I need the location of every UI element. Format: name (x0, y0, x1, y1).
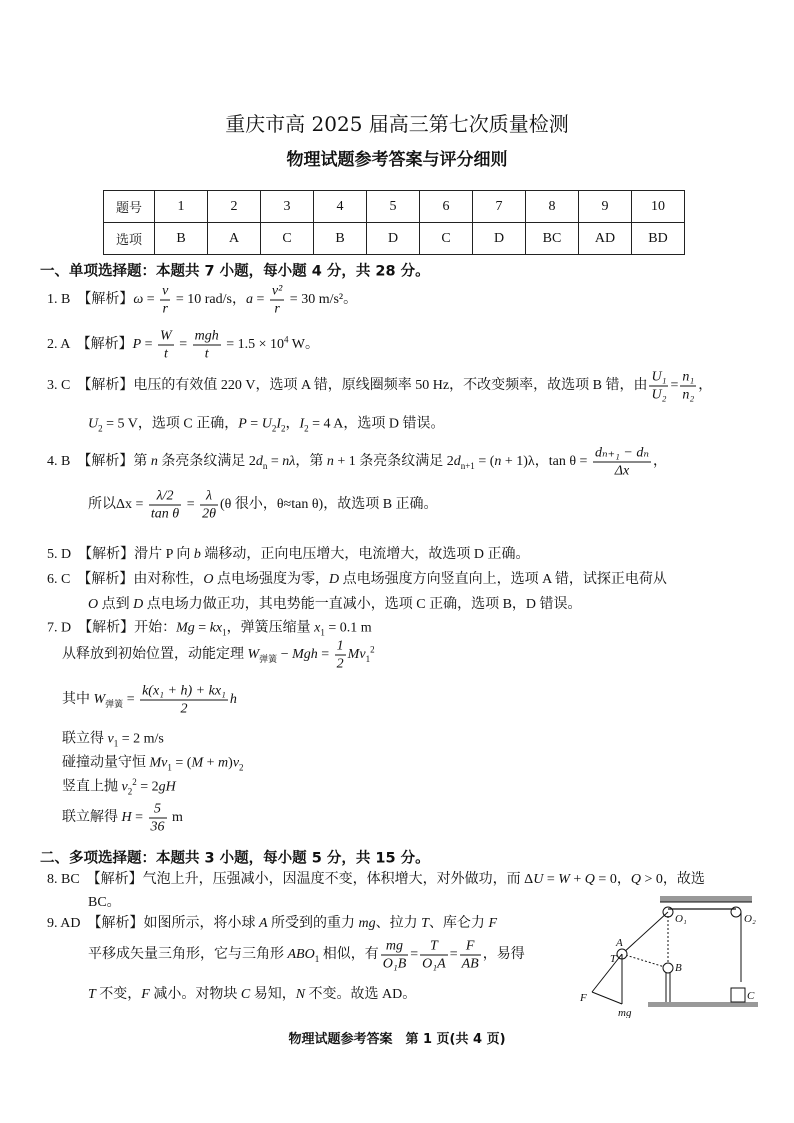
text-run: + 1)λ，tan θ = (501, 454, 591, 470)
fraction (160, 283, 170, 318)
fraction (593, 445, 651, 480)
fraction (335, 638, 346, 673)
denominator: r (274, 301, 280, 317)
force-diagram (578, 896, 758, 1018)
text-run: = (543, 872, 559, 887)
text-run: 碰撞动量守恒 (62, 755, 150, 771)
denominator: tan θ (150, 506, 180, 522)
label-f: F (580, 992, 587, 1004)
math-variable: Q (584, 872, 595, 887)
math-variable: v (121, 779, 128, 795)
text-run: 1. B 【解析】 (47, 292, 134, 308)
denominator: O₁B (382, 956, 407, 972)
text-run: = (267, 454, 283, 470)
t-vector (592, 954, 622, 992)
text-run: 9. AD 【解析】如图所示，将小球 (47, 916, 259, 931)
math-variable: P (132, 337, 142, 353)
math-variable: U (261, 416, 272, 432)
label-o2: O₂ (744, 913, 756, 925)
answer-cell: D (473, 223, 526, 255)
subscript: 2 (304, 423, 309, 434)
f-vector (592, 992, 622, 1004)
text-run: 、拉力 (375, 916, 422, 931)
answer-table (103, 190, 685, 255)
text-run: 点到 (98, 597, 134, 612)
fraction (649, 369, 668, 404)
subscript: 2 (98, 423, 103, 434)
numerator: v (162, 283, 169, 299)
fraction (200, 488, 218, 523)
denominator: n₂ (682, 387, 695, 403)
text-run: 竖直上抛 (62, 779, 122, 795)
text-run: = (449, 947, 458, 963)
text-run: = 1.5 × 10 (222, 337, 285, 353)
label-a: A (616, 937, 623, 949)
fraction (420, 938, 448, 973)
text-run: = ( (171, 755, 192, 771)
text-run: 条亮条纹满足 2 (157, 454, 256, 470)
solution-line (47, 369, 712, 404)
subscript: 1 (365, 654, 371, 665)
text-run: m (168, 810, 183, 826)
answer-cell: BC (526, 223, 579, 255)
denominator: AB (461, 956, 479, 972)
text-run: = (670, 378, 679, 394)
denominator: 2 (336, 656, 344, 672)
text-run: 所以Δx = (88, 497, 147, 513)
denominator: U₂ (651, 387, 667, 403)
text-run: + (203, 755, 219, 771)
question-number-cell: 6 (420, 191, 473, 223)
text-run: 7. D 【解析】开始： (47, 620, 177, 636)
fraction (381, 938, 409, 973)
math-variable: n (326, 454, 334, 470)
answer-cell: B (155, 223, 208, 255)
text-run: ，易得 (482, 947, 525, 963)
math-variable: A (258, 916, 268, 931)
answer-cell: A (208, 223, 261, 255)
math-variable: W (93, 692, 106, 708)
numerator: U₁ (651, 369, 667, 385)
math-variable: nλ (282, 454, 296, 470)
subscript: 1 (113, 738, 119, 749)
math-variable: Mv (149, 755, 168, 771)
math-variable: N (295, 987, 306, 1002)
math-variable: Mg (176, 620, 195, 636)
solution-line (47, 868, 705, 888)
question-number-cell: 7 (473, 191, 526, 223)
subscript: 1 (314, 954, 320, 965)
solution-line (47, 283, 357, 318)
math-variable: d (255, 454, 263, 470)
solution-line (47, 568, 667, 588)
label-t: T (610, 953, 617, 965)
math-variable: v (232, 755, 240, 771)
solution-line (88, 938, 525, 973)
text-run: BC。 (88, 895, 121, 910)
text-run: = 0， (594, 872, 631, 887)
numerator: mgh (194, 328, 219, 344)
text-run: 联立得 (62, 731, 108, 747)
text-run: = (131, 810, 147, 826)
document-subtitle: 物理试题参考答案与评分细则 (286, 150, 508, 170)
text-run: = 10 rad/s， (172, 292, 246, 308)
math-variable: a (245, 292, 253, 308)
solution-line (62, 638, 375, 673)
denominator: O₁A (422, 956, 446, 972)
text-run: ，弹簧压缩量 (226, 620, 315, 636)
text-run: 所受到的重力 (267, 916, 359, 931)
text-run: 易知， (250, 987, 296, 1002)
numerator: n₁ (682, 369, 695, 385)
question-number-cell: 9 (579, 191, 632, 223)
numerator: dₙ₊₁ − dₙ (594, 445, 649, 461)
text-run: 点电场强度为零， (213, 572, 329, 587)
table-row-answers (104, 223, 685, 255)
math-variable: Mgh (292, 647, 318, 663)
text-run: 从释放到初始位置，动能定理 (62, 647, 248, 663)
numerator: k(x₁ + h) + kx₁ (142, 683, 226, 699)
fraction (680, 369, 696, 404)
document-title: 重庆市高 2025 届高三第七次质量检测 (225, 112, 569, 136)
math-variable: v (107, 731, 114, 747)
ball-b (663, 963, 673, 973)
text-run: 3. C 【解析】电压的有效值 220 V，选项 A 错，原线圈频率 50 Hz，不改变频率，故选项 B 错，由 (47, 378, 648, 394)
denominator: t (204, 346, 209, 362)
answer-cell: C (420, 223, 473, 255)
subscript: 弹簧 (105, 699, 124, 710)
label-mg: mg (618, 1007, 632, 1018)
subscript: 2 (271, 423, 277, 434)
answer-cell: B (314, 223, 367, 255)
fraction (460, 938, 481, 973)
math-variable: D (133, 597, 144, 612)
fraction (158, 328, 174, 363)
solution-line (88, 593, 582, 613)
text-run: ， (653, 454, 667, 470)
text-run: = (123, 692, 139, 708)
text-run: ， (698, 378, 713, 394)
solution-line (47, 328, 319, 363)
superscript: 4 (284, 334, 289, 345)
question-number-cell: 5 (367, 191, 420, 223)
section-heading-single-choice: 一、单项选择题：本题共 7 小题，每小题 4 分，共 28 分。 (40, 263, 430, 280)
question-number-cell: 4 (314, 191, 367, 223)
subscript: n+1 (460, 461, 475, 472)
math-variable: M (191, 755, 204, 771)
question-number-cell: 8 (526, 191, 579, 223)
text-run: + (569, 872, 585, 887)
math-variable: U (533, 872, 544, 887)
math-variable: d (453, 454, 461, 470)
text-run: ，第 (295, 454, 327, 470)
answer-cell: C (261, 223, 314, 255)
row-label: 选项 (104, 223, 155, 255)
math-variable: Q (630, 872, 641, 887)
numerator: v² (271, 283, 283, 299)
text-run: = (410, 947, 419, 963)
fraction (149, 801, 167, 836)
superscript: 2 (132, 776, 137, 787)
question-number-cell: 2 (208, 191, 261, 223)
text-run: 4. B 【解析】第 (47, 454, 151, 470)
label-o1: O₁ (675, 913, 687, 925)
math-variable: mg (358, 916, 376, 931)
text-run: = 2 (136, 779, 159, 795)
math-variable: U (88, 416, 99, 432)
denominator: 2 (180, 701, 188, 717)
math-variable: h (229, 692, 237, 708)
math-variable: I (276, 416, 281, 432)
denominator: Δx (614, 463, 630, 479)
subscript: 1 (320, 627, 325, 638)
math-variable: D (328, 572, 340, 587)
text-run: 减小。对物块 (149, 987, 241, 1002)
text-run: W。 (288, 337, 320, 353)
math-variable: x (314, 620, 321, 636)
numerator: mg (381, 938, 409, 956)
solution-line (88, 488, 438, 523)
text-run: 8. BC 【解析】气泡上升，压强减小，因温度不变，体积增大，对外做功，而 Δ (47, 872, 534, 887)
text-run: 点电场强度方向竖直向上，选项 A 错，试探正电荷从 (339, 572, 667, 587)
text-run: + 1 条亮条纹满足 2 (333, 454, 454, 470)
text-run: = 30 m/s²。 (286, 292, 358, 308)
text-run: = (175, 337, 191, 353)
subscript: 1 (167, 762, 172, 773)
numerator: λ/2 (149, 488, 181, 506)
math-variable: T (421, 916, 429, 931)
math-variable: m (218, 755, 229, 771)
ceiling (660, 896, 752, 902)
label-b: B (675, 962, 682, 974)
text-run: 联立解得 (62, 810, 122, 826)
text-run: = (143, 292, 159, 308)
math-variable: T (88, 987, 96, 1002)
text-run: 6. C 【解析】由对称性， (47, 572, 204, 587)
numerator: λ (200, 488, 218, 506)
text-run: 平移成矢量三角形，它与三角形 (88, 947, 288, 963)
solution-line (62, 801, 183, 836)
denominator: t (163, 346, 168, 362)
solution-line (47, 912, 497, 932)
math-variable: P (238, 416, 247, 432)
solution-line (62, 776, 176, 797)
text-run: = 2 m/s (118, 731, 164, 747)
math-variable: Mv (347, 647, 366, 663)
numerator: 5 (149, 801, 167, 819)
text-run: = 0.1 m (324, 620, 372, 636)
page-footer: 物理试题参考答案 第 1 页(共 4 页) (288, 1032, 506, 1047)
denominator: 36 (150, 819, 165, 835)
math-variable: W (558, 872, 570, 887)
math-variable: n (494, 454, 502, 470)
subscript: 弹簧 (259, 654, 278, 665)
label-c: C (747, 990, 755, 1002)
fraction (270, 283, 284, 318)
numerator: 1 (336, 638, 344, 654)
math-variable: H (121, 810, 132, 826)
math-variable: b (193, 547, 201, 562)
question-number-cell: 3 (261, 191, 314, 223)
math-variable: C (240, 987, 251, 1002)
section-heading-multiple-choice: 二、多项选择题：本题共 3 小题，每小题 5 分，共 15 分。 (40, 850, 430, 867)
text-run: = (141, 337, 157, 353)
math-variable: ABO (287, 947, 315, 963)
row-label: 题号 (104, 191, 155, 223)
text-run: = ( (474, 454, 495, 470)
math-variable: ω (133, 292, 144, 308)
text-run: (θ 很小，θ≈tan θ)，故选项 B 正确。 (219, 497, 438, 513)
solution-line (47, 543, 530, 563)
text-run: = (317, 647, 333, 663)
subscript: 2 (239, 762, 244, 773)
subscript: 2 (280, 423, 286, 434)
text-run: 相似，有 (319, 947, 379, 963)
math-variable: W (247, 647, 260, 663)
math-variable: O (203, 572, 214, 587)
text-run: ) (228, 755, 233, 771)
math-variable: kx (209, 620, 223, 636)
question-number-cell: 10 (632, 191, 685, 223)
text-run: 、库仑力 (428, 916, 489, 931)
question-number-cell: 1 (155, 191, 208, 223)
text-run: 其中 (62, 692, 94, 708)
answer-cell: BD (632, 223, 685, 255)
numerator: T (420, 938, 448, 956)
text-run: = (252, 292, 268, 308)
fraction (140, 683, 228, 718)
numerator: F (460, 938, 481, 956)
text-run: − (277, 647, 293, 663)
math-variable: F (141, 987, 150, 1002)
numerator: W (160, 328, 172, 344)
text-run: 端移动，正向电压增大，电流增大，故选项 D 正确。 (200, 547, 530, 562)
table-row-numbers (104, 191, 685, 223)
subscript: 1 (222, 627, 227, 638)
text-run: 点电场力做正功，其电势能一直减小，选项 C 正确，选项 B，D 错误。 (143, 597, 582, 612)
solution-line (88, 891, 121, 911)
block-c (731, 988, 745, 1002)
fraction (193, 328, 221, 363)
answer-cell: D (367, 223, 420, 255)
math-variable: gH (158, 779, 176, 795)
text-run: = 5 V，选项 C 正确， (102, 416, 239, 432)
ground (648, 1002, 758, 1007)
solution-line (62, 683, 237, 718)
text-run: = 4 A，选项 D 错误。 (308, 416, 445, 432)
text-run: 5. D 【解析】滑片 P 向 (47, 547, 194, 562)
answer-cell: AD (579, 223, 632, 255)
solution-line (62, 752, 244, 773)
text-run: = (246, 416, 262, 432)
denominator: r (162, 301, 168, 317)
text-run: ， (285, 416, 300, 432)
text-run: 不变， (95, 987, 142, 1002)
fraction (149, 488, 181, 523)
text-run: 2. A 【解析】 (47, 337, 133, 353)
solution-line (62, 728, 164, 749)
solution-line (88, 983, 416, 1003)
denominator: 2θ (202, 506, 216, 522)
math-variable: O (88, 597, 99, 612)
subscript: n (262, 461, 268, 472)
solution-line (47, 445, 667, 480)
text-run: 不变。故选 AD。 (305, 987, 417, 1002)
text-run: = (194, 620, 210, 636)
math-variable: F (488, 916, 497, 931)
text-run: > 0，故选 (640, 872, 705, 887)
math-variable: n (150, 454, 158, 470)
superscript: 2 (370, 644, 375, 655)
math-variable: I (299, 416, 305, 432)
text-run: = (183, 497, 199, 513)
subscript: 2 (127, 786, 133, 797)
solution-line (47, 617, 372, 638)
solution-line (88, 413, 445, 434)
